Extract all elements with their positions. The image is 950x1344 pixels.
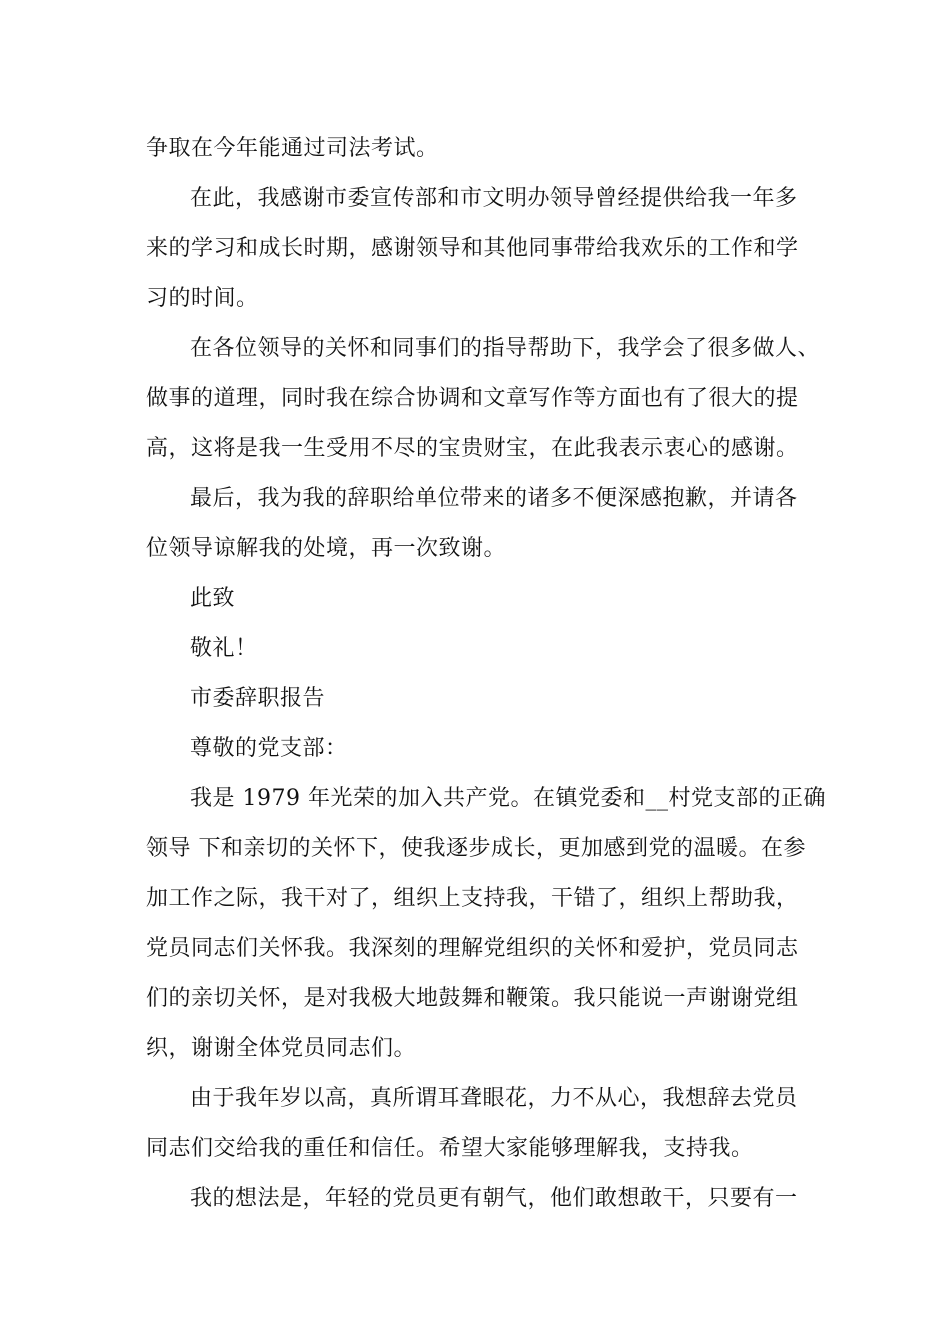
text-line: 在各位领导的关怀和同事们的指导帮助下，我学会了很多做人、 [190, 336, 821, 361]
section-title: 市委辞职报告 [190, 686, 326, 711]
text-line: 我是 1979 年光荣的加入共产党。在镇党委和__村党支部的正确 [190, 786, 826, 811]
text-line: 在此，我感谢市委宣传部和市文明办领导曾经提供给我一年多 [190, 186, 798, 211]
text-line: 领导 下和亲切的关怀下，使我逐步成长，更加感到党的温暖。在参 [146, 836, 806, 861]
text-line: 我的想法是，年轻的党员更有朝气，他们敢想敢干，只要有一 [190, 1186, 798, 1211]
salutation-line: 此致 [190, 586, 236, 611]
text-line: 习的时间。 [146, 286, 259, 311]
salutation-line: 敬礼！ [190, 636, 258, 661]
text-line: 加工作之际，我干对了，组织上支持我，干错了，组织上帮助我， [146, 886, 799, 911]
text-line: 织，谢谢全体党员同志们。 [146, 1036, 417, 1061]
text-line: 党员同志们关怀我。我深刻的理解党组织的关怀和爱护，党员同志 [146, 936, 799, 961]
text-line: 们的亲切关怀，是对我极大地鼓舞和鞭策。我只能说一声谢谢党组 [146, 986, 799, 1011]
text-line: 来的学习和成长时期，感谢领导和其他同事带给我欢乐的工作和学 [146, 236, 799, 261]
text-line: 同志们交给我的重任和信任。希望大家能够理解我，支持我。 [146, 1136, 754, 1161]
greeting-line: 尊敬的党支部： [190, 736, 348, 761]
text-line: 做事的道理，同时我在综合协调和文章写作等方面也有了很大的提 [146, 386, 799, 411]
text-line: 高，这将是我一生受用不尽的宝贵财宝，在此我表示衷心的感谢。 [146, 436, 799, 461]
text-line: 最后，我为我的辞职给单位带来的诸多不便深感抱歉，并请各 [190, 486, 798, 511]
text-line: 由于我年岁以高，真所谓耳聋眼花，力不从心，我想辞去党员 [190, 1086, 798, 1111]
text-line: 争取在今年能通过司法考试。 [146, 136, 439, 161]
text-line: 位领导谅解我的处境，再一次致谢。 [146, 536, 507, 561]
